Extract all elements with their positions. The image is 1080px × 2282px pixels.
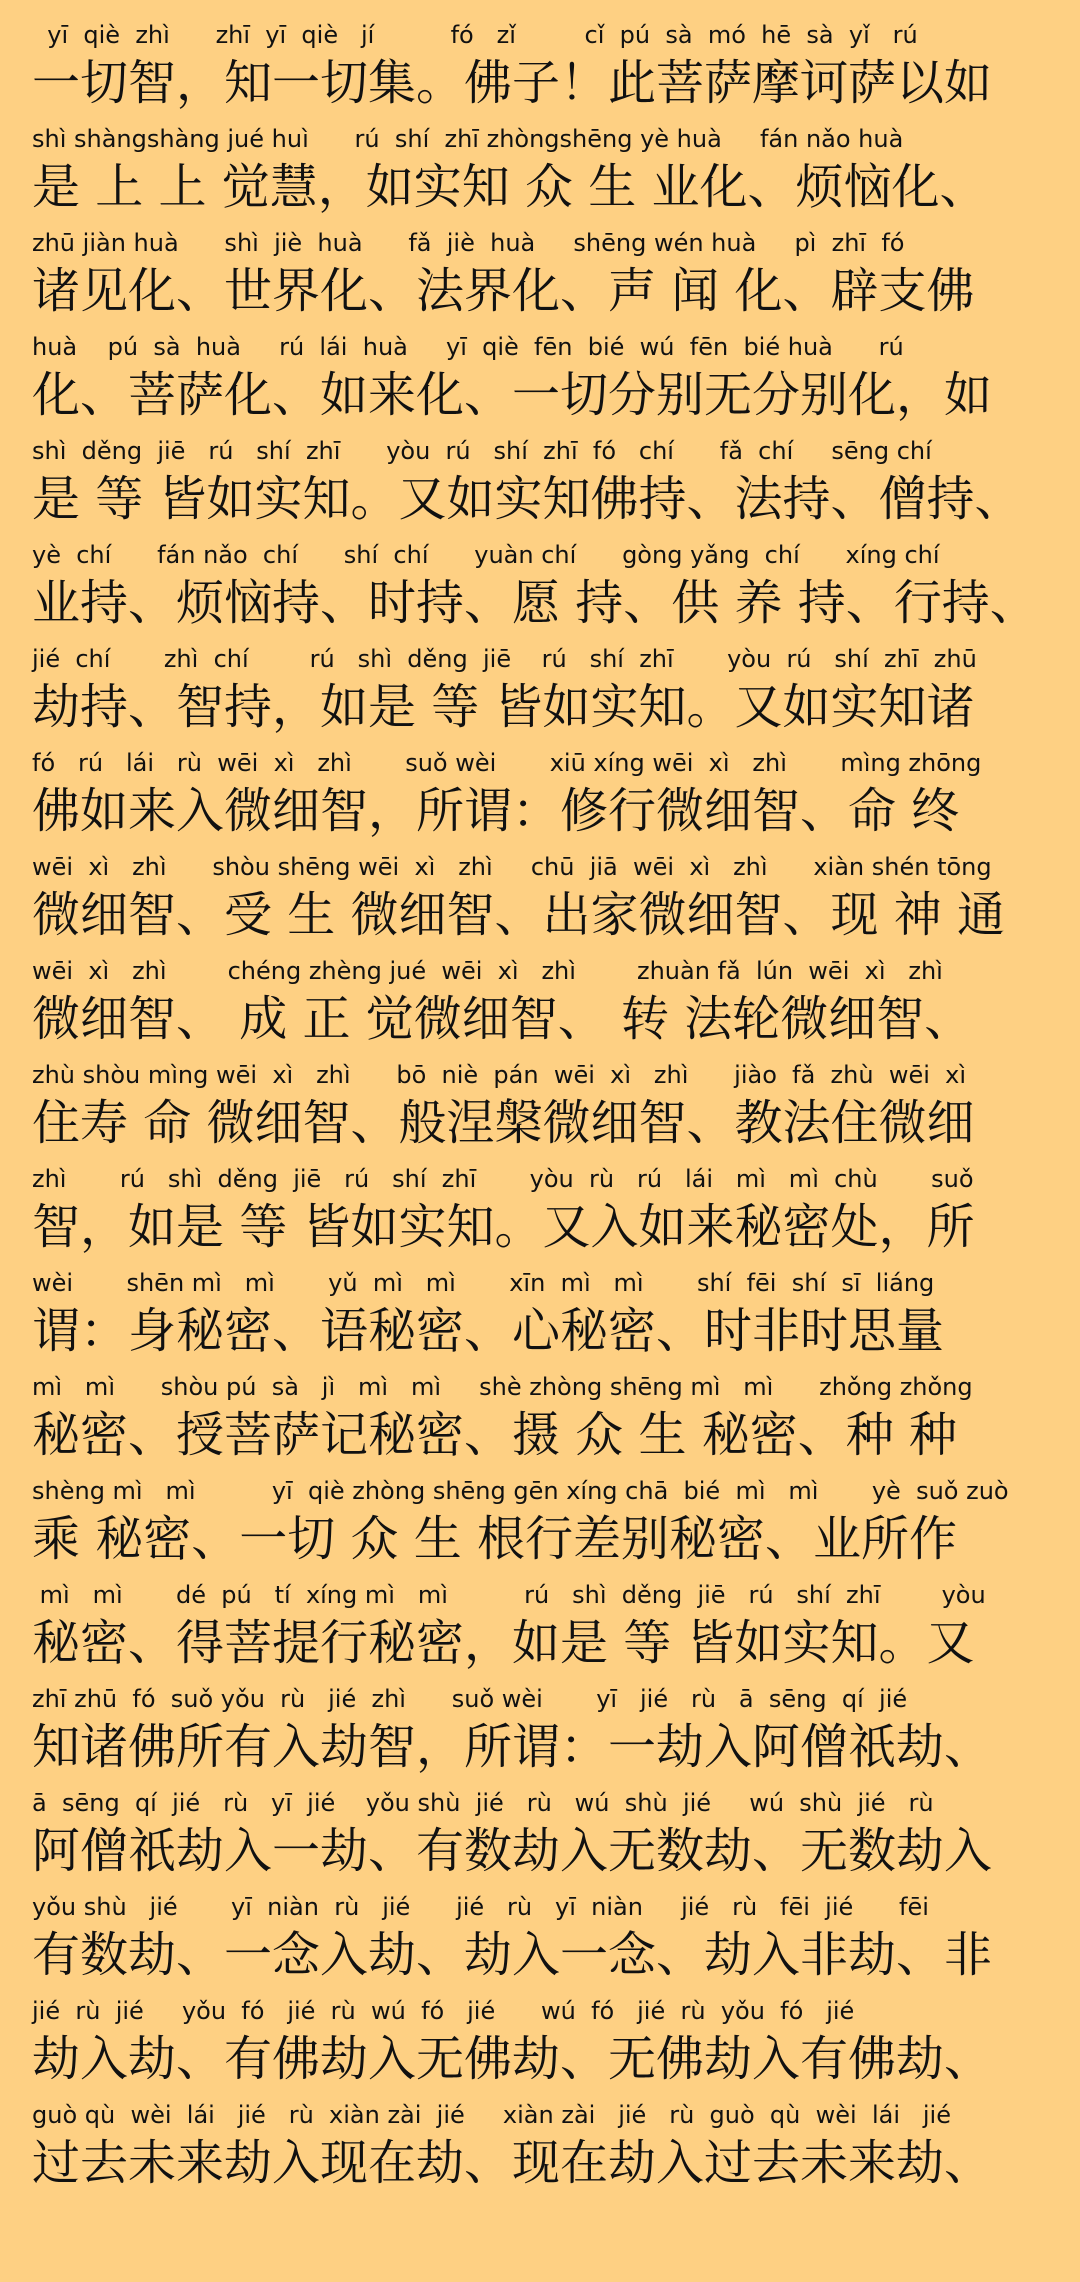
- hanzi-line: 秘密、得菩提行秘密，如是 等 皆如实知。又: [32, 1615, 975, 1671]
- pinyin-line: mì mì shòu pú sà jì mì mì shè zhòng shēng mì mì zhǒng zhǒng: [32, 1373, 973, 1401]
- hanzi-line: 谓：身秘密、语秘密、心秘密、时非时思量: [32, 1303, 945, 1359]
- hanzi-line: 知诸佛所有入劫智，所谓：一劫入阿僧祇劫、: [32, 1719, 993, 1775]
- pinyin-line: shì děng jiē rú shí zhī yòu rú shí zhī fó chí fǎ chí sēng chí: [32, 437, 932, 465]
- hanzi-line: 是 等 皆如实知。又如实知佛持、法持、僧持、: [32, 471, 1023, 527]
- hanzi-line: 秘密、授菩萨记秘密、摄 众 生 秘密、种 种: [32, 1407, 958, 1463]
- pinyin-line: shèng mì mì yī qiè zhòng shēng gēn xíng chā bié mì mì yè suǒ zuò: [32, 1477, 1009, 1505]
- pinyin-line: yè chí fán nǎo chí shí chí yuàn chí gòng yǎng chí xíng chí: [32, 541, 940, 569]
- hanzi-line: 微细智、受 生 微细智、出家微细智、现 神 通: [32, 887, 1006, 943]
- hanzi-line: 一切智，知一切集。佛子！此菩萨摩诃萨以如: [32, 55, 993, 111]
- hanzi-line: 过去未来劫入现在劫、现在劫入过去未来劫、: [32, 2135, 993, 2191]
- hanzi-line: 诸见化、世界化、法界化、声 闻 化、辟支佛: [32, 263, 975, 319]
- pinyin-line: zhì rú shì děng jiē rú shí zhī yòu rù rú lái mì mì chù suǒ: [32, 1165, 974, 1193]
- hanzi-line: 业持、烦恼持、时持、愿 持、供 养 持、行持、: [32, 575, 1038, 631]
- pinyin-line: huà pú sà huà rú lái huà yī qiè fēn bié wú fēn bié huà rú: [32, 333, 904, 361]
- pinyin-line: yī qiè zhì zhī yī qiè jí fó zǐ cǐ pú sà mó hē sà yǐ rú: [32, 21, 918, 49]
- pinyin-line: ā sēng qí jié rù yī jié yǒu shù jié rù wú shù jié wú shù jié rù: [32, 1789, 934, 1817]
- hanzi-line: 是 上 上 觉慧，如实知 众 生 业化、烦恼化、: [32, 159, 988, 215]
- hanzi-line: 佛如来入微细智，所谓：修行微细智、命 终: [32, 783, 960, 839]
- pinyin-line: jié chí zhì chí rú shì děng jiē rú shí zhī yòu rú shí zhī zhū: [32, 645, 977, 673]
- hanzi-line: 智，如是 等 皆如实知。又入如来秘密处，所: [32, 1199, 975, 1255]
- pinyin-line: zhī zhū fó suǒ yǒu rù jié zhì suǒ wèi yī jié rù ā sēng qí jié: [32, 1685, 908, 1713]
- pinyin-line: wèi shēn mì mì yǔ mì mì xīn mì mì shí fēi shí sī liáng: [32, 1269, 935, 1297]
- pinyin-line: yǒu shù jié yī niàn rù jié jié rù yī niàn jié rù fēi jié fēi: [32, 1893, 929, 1921]
- hanzi-line: 化、菩萨化、如来化、一切分别无分别化，如: [32, 367, 993, 423]
- pinyin-line: jié rù jié yǒu fó jié rù wú fó jié wú fó jié rù yǒu fó jié: [32, 1997, 855, 2025]
- pinyin-line: fó rú lái rù wēi xì zhì suǒ wèi xiū xíng wēi xì zhì mìng zhōng: [32, 749, 982, 777]
- hanzi-line: 住寿 命 微细智、般涅槃微细智、教法住微细: [32, 1095, 975, 1151]
- pinyin-line: wēi xì zhì shòu shēng wēi xì zhì chū jiā wēi xì zhì xiàn shén tōng: [32, 853, 992, 881]
- hanzi-line: 劫持、智持，如是 等 皆如实知。又如实知诸: [32, 679, 975, 735]
- pinyin-line: mì mì dé pú tí xíng mì mì rú shì děng jiē rú shí zhī yòu: [32, 1581, 986, 1609]
- hanzi-line: 劫入劫、有佛劫入无佛劫、无佛劫入有佛劫、: [32, 2031, 993, 2087]
- pinyin-line: guò qù wèi lái jié rù xiàn zài jié xiàn zài jié rù guò qù wèi lái jié: [32, 2101, 951, 2129]
- pinyin-line: zhù shòu mìng wēi xì zhì bō niè pán wēi xì zhì jiào fǎ zhù wēi xì: [32, 1061, 967, 1089]
- pinyin-line: wēi xì zhì chéng zhèng jué wēi xì zhì zhuàn fǎ lún wēi xì zhì: [32, 957, 943, 985]
- hanzi-line: 有数劫、一念入劫、劫入一念、劫入非劫、非: [32, 1927, 993, 1983]
- hanzi-line: 微细智、 成 正 觉微细智、 转 法轮微细智、: [32, 991, 973, 1047]
- pinyin-line: zhū jiàn huà shì jiè huà fǎ jiè huà shēng wén huà pì zhī fó: [32, 229, 905, 257]
- hanzi-line: 阿僧祇劫入一劫、有数劫入无数劫、无数劫入: [32, 1823, 993, 1879]
- pinyin-line: shì shàngshàng jué huì rú shí zhī zhòngshēng yè huà fán nǎo huà: [32, 125, 904, 153]
- hanzi-line: 乘 秘密、一切 众 生 根行差别秘密、业所作: [32, 1511, 958, 1567]
